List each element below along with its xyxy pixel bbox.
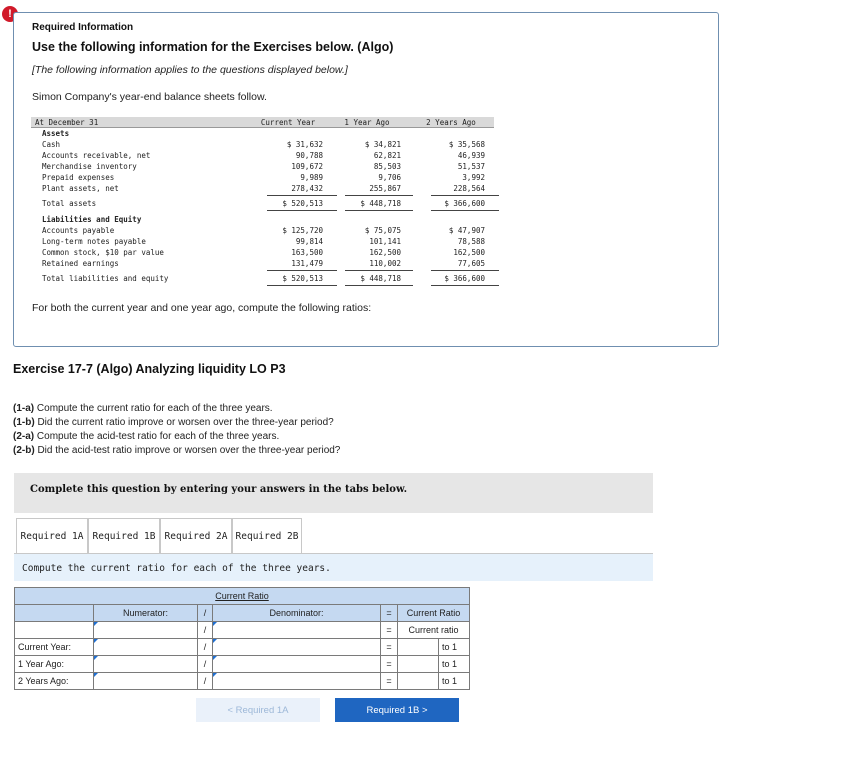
bs-section-label: Assets (42, 129, 70, 138)
bs-value: 163,500 (291, 248, 323, 257)
bs-rule (431, 210, 499, 211)
bs-label: Accounts receivable, net (42, 151, 151, 160)
ratio-table-title: Current Ratio (15, 588, 470, 605)
header-1-year-ago: 1 Year Ago (344, 118, 390, 127)
bs-value: 90,788 (295, 151, 323, 160)
ratio-row-2-years-ago (15, 673, 470, 690)
bs-rule (267, 210, 337, 211)
tab-required-1a[interactable]: Required 1A (16, 518, 88, 554)
row-label: 1 Year Ago: (15, 656, 94, 673)
header-current-year: Current Year (260, 118, 316, 127)
bs-value: 3,992 (462, 173, 485, 182)
bs-value: 99,814 (295, 237, 323, 246)
exercise-part (13, 444, 340, 458)
tab-required-2a[interactable]: Required 2A (160, 518, 232, 554)
bs-rule (345, 210, 413, 211)
header-2-years-ago: 2 Years Ago (426, 118, 476, 127)
bs-label: Cash (42, 140, 61, 149)
part-tag: (2-a) (13, 431, 35, 442)
info-title: Use the following information for the Exercises below. (Algo) (32, 40, 394, 54)
alert-icon: ! (2, 6, 18, 22)
part-text: Compute the current ratio for each of the three years. (36, 403, 273, 414)
bs-rule (431, 270, 499, 271)
equals: = (381, 656, 398, 673)
numerator-header: Numerator: (94, 605, 198, 622)
exercise-title: Exercise 17-7 (Algo) Analyzing liquidity LO P3 (13, 362, 286, 376)
bs-label: Accounts payable (42, 226, 115, 235)
bs-value: $ 34,821 (364, 140, 401, 149)
bs-rule (345, 285, 413, 286)
ratios-intro: For both the current year and one year ago, compute the following ratios: (32, 302, 372, 314)
bs-value: $ 47,907 (448, 226, 485, 235)
ratio-row-label-blank (15, 622, 94, 639)
bs-value: 78,588 (457, 237, 485, 246)
exercise-part (13, 430, 340, 444)
part-text: Did the current ratio improve or worsen over the three-year period? (37, 417, 334, 428)
numerator-input[interactable] (94, 656, 198, 673)
bs-label: Total liabilities and equity (42, 274, 169, 283)
bs-label: Total assets (42, 199, 97, 208)
bs-row (31, 226, 494, 237)
ratio-result-input[interactable] (398, 656, 439, 673)
slash: / (198, 622, 213, 639)
bs-value: 101,141 (369, 237, 401, 246)
header-label: At December 31 (35, 118, 99, 127)
tab-required-1b[interactable]: Required 1B (88, 518, 160, 554)
bs-value: $ 520,513 (282, 274, 323, 283)
ratio-result-input[interactable] (398, 639, 439, 656)
part-text: Compute the acid-test ratio for each of the three years. (36, 431, 280, 442)
bs-value: 110,002 (369, 259, 401, 268)
bs-row (31, 215, 494, 226)
bs-value: 162,500 (453, 248, 485, 257)
slash-header: / (198, 605, 213, 622)
bs-row (31, 274, 494, 285)
numerator-input[interactable] (94, 639, 198, 656)
part-tag: (1-a) (13, 403, 35, 414)
bs-value: $ 448,718 (360, 199, 401, 208)
bs-label: Merchandise inventory (42, 162, 137, 171)
bs-section-label: Liabilities and Equity (42, 215, 142, 224)
exercise-part (13, 402, 340, 416)
bs-row (31, 173, 494, 184)
current-ratio-sublabel: Current ratio (398, 622, 470, 639)
denominator-input[interactable] (213, 673, 381, 690)
info-note: [The following information applies to the questions displayed below.] (32, 64, 348, 76)
current-ratio-table (14, 587, 470, 690)
bs-rule (267, 195, 337, 196)
slash: / (198, 639, 213, 656)
bs-row (31, 151, 494, 162)
ratio-title-row (15, 588, 470, 605)
denominator-header: Denominator: (213, 605, 381, 622)
ratio-header-blank (15, 605, 94, 622)
ratio-header-row (15, 605, 470, 622)
slash: / (198, 656, 213, 673)
bs-label: Common stock, $10 par value (42, 248, 164, 257)
bs-value: 131,479 (291, 259, 323, 268)
bs-label: Plant assets, net (42, 184, 119, 193)
bs-row (31, 140, 494, 151)
bs-value: 255,867 (369, 184, 401, 193)
complete-question-text: Complete this question by entering your answers in the tabs below. (30, 484, 408, 495)
bs-value: $ 75,075 (364, 226, 401, 235)
bs-value: 77,605 (457, 259, 485, 268)
numerator-label-input[interactable] (94, 622, 198, 639)
bs-row (31, 199, 494, 210)
bs-row (31, 237, 494, 248)
bs-value: 162,500 (369, 248, 401, 257)
bs-value: 51,537 (457, 162, 485, 171)
bs-row (31, 162, 494, 173)
complete-question-banner (14, 473, 653, 513)
equals: = (381, 673, 398, 690)
current-ratio-header: Current Ratio (398, 605, 470, 622)
bs-value: 9,706 (378, 173, 401, 182)
balance-sheet-header-row (31, 117, 494, 128)
bs-value: $ 520,513 (282, 199, 323, 208)
bs-value: 278,432 (291, 184, 323, 193)
ratio-suffix: to 1 (439, 673, 470, 690)
bs-label: Retained earnings (42, 259, 119, 268)
bs-value: $ 366,600 (444, 274, 485, 283)
ratio-suffix: to 1 (439, 656, 470, 673)
bs-row (31, 129, 494, 140)
bs-value: $ 366,600 (444, 199, 485, 208)
denominator-label-input[interactable] (213, 622, 381, 639)
denominator-input[interactable] (213, 639, 381, 656)
ratio-suffix: to 1 (439, 639, 470, 656)
bs-row (31, 259, 494, 270)
equals: = (381, 639, 398, 656)
bs-label: Long-term notes payable (42, 237, 146, 246)
bs-value: 46,939 (457, 151, 485, 160)
prev-required-button[interactable]: < Required 1A (196, 698, 320, 722)
bs-value: $ 448,718 (360, 274, 401, 283)
tab-required-2b[interactable]: Required 2B (232, 518, 302, 554)
info-intro: Simon Company's year-end balance sheets follow. (32, 91, 267, 103)
part-tag: (1-b) (13, 417, 35, 428)
bs-value: 9,989 (300, 173, 323, 182)
bs-rule (431, 285, 499, 286)
bs-row (31, 184, 494, 195)
bs-value: $ 125,720 (282, 226, 323, 235)
ratio-subheader-row (15, 622, 470, 639)
numerator-input[interactable] (94, 673, 198, 690)
exercise-parts (13, 402, 340, 458)
bs-rule (267, 285, 337, 286)
bs-value: 62,821 (373, 151, 401, 160)
bs-value: $ 35,568 (448, 140, 485, 149)
equals: = (381, 622, 398, 639)
next-required-button[interactable]: Required 1B > (335, 698, 459, 722)
ratio-row-1-year-ago (15, 656, 470, 673)
bs-row (31, 248, 494, 259)
bs-rule (267, 270, 337, 271)
bs-value: $ 31,632 (286, 140, 323, 149)
bs-label: Prepaid expenses (42, 173, 115, 182)
row-label: Current Year: (15, 639, 94, 656)
ratio-result-input[interactable] (398, 673, 439, 690)
bs-value: 109,672 (291, 162, 323, 171)
equals-header: = (381, 605, 398, 622)
denominator-input[interactable] (213, 656, 381, 673)
bs-rule (345, 270, 413, 271)
row-label: 2 Years Ago: (15, 673, 94, 690)
bs-rule (431, 195, 499, 196)
required-information-heading: Required Information (32, 22, 134, 33)
ratio-row-current-year (15, 639, 470, 656)
bs-value: 85,503 (373, 162, 401, 171)
part-tag: (2-b) (13, 445, 35, 456)
exercise-part (13, 416, 340, 430)
tab-instruction: Compute the current ratio for each of the three years. (22, 563, 331, 574)
tab-instruction-bar (14, 554, 653, 581)
slash: / (198, 673, 213, 690)
part-text: Did the acid-test ratio improve or worsen over the three-year period? (37, 445, 341, 456)
bs-value: 228,564 (453, 184, 485, 193)
bs-rule (345, 195, 413, 196)
